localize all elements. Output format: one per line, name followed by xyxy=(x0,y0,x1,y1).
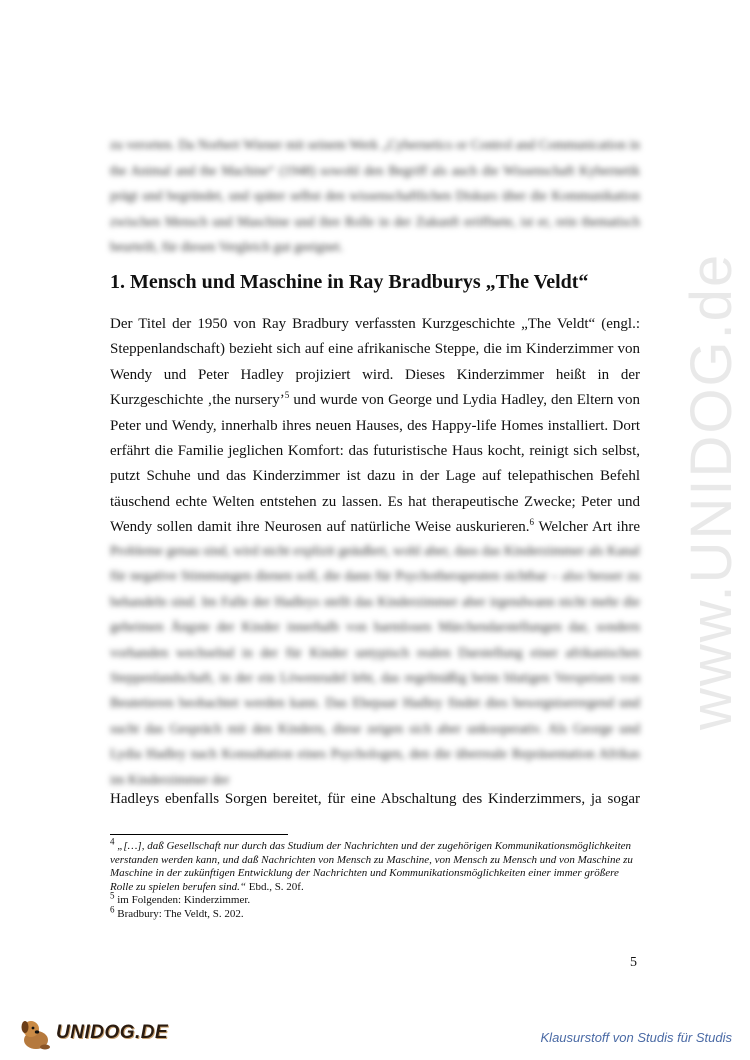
body-line: Steppenlandschaft) bezieht sich auf eine afrikanische Steppe, die im Kinderzimmer von xyxy=(110,341,640,358)
footnote-marker: 6 xyxy=(110,903,115,914)
footnotes xyxy=(110,836,640,921)
body-line-part: Wendy sollen damit ihre Neurosen auf natürliche Weise auskurieren. xyxy=(110,519,530,536)
body-line: Hadleys ebenfalls Sorgen bereitet, für eine Abschaltung des Kinderzimmers, ja sogar xyxy=(110,791,640,807)
footnote-marker: 5 xyxy=(110,890,115,901)
body-line: erfährt die Familie jeglichen Komfort: das futuristische Haus kocht, reinigt sich selbst, xyxy=(110,443,640,460)
body-line: Peter und Wendy, innerhalb ihres neuen Hauses, des Happy-life Homes installiert. Dort xyxy=(110,417,640,434)
body-line-part: und wurde von George und Lydia Hadley, den Eltern von xyxy=(289,392,641,409)
body-line xyxy=(110,388,640,413)
footnote-marker: 6 xyxy=(529,517,535,528)
footnote-divider xyxy=(110,834,288,835)
footnote-quote: „[…], daß Gesellschaft nur durch das Studium der Nachrichten und der zugehörigen Kommunikationsmöglichkeiten verstanden werden kann, und daß Nachrichten von Mensch zu Maschine, von Mensch zu Mensch und von Maschine zu Maschine in der zukünftigen Entwicklung der Nachrichten und Kommunikationsmöglichkeiten einer immer größere Rolle zu spielen berufen sind.“ xyxy=(110,840,633,893)
footnote-5 xyxy=(110,890,640,908)
footnote-6 xyxy=(110,903,640,922)
body-line xyxy=(110,515,640,540)
logo-text: UNIDOG.DE xyxy=(56,1022,169,1043)
blurred-body-paragraph: Probleme genau sind, wird nicht explizit geäußert, wohl aber, dass das Kinderzimmer als Kanal für negative Stimmungen dienen soll, die dann für Psychotherapeuten sichtbar – also besser zu behandeln sind. Im Falle der Hadleys stellt das Kinderzimmer aber irgendwann nicht mehr die geheimen Ängste der Kinder innerhalb von harmlosen Märchendarstellungen dar, sondern vorhanden wechselnd in der für Kinder untypisch realen Darstellung einer afrikanischen Steppenlandschaft, in der ein Löwenrudel lebt, das regelmäßig beim blutigen Verspeisen von Beutetieren beobachtet werden kann. Das Ehepaar Hadley findet dies besorgniserregend und sucht das Gespräch mit den Kindern, diese zeigen sich aber unkooperativ. Als George und Lydia Hadley nach Konsultation eines Psychologen, den die überreale Repräsentation Afrikas im Kinderzimmer der xyxy=(110,543,640,787)
dog-icon xyxy=(18,1018,54,1052)
watermark: www.UNIDOG.de xyxy=(679,252,744,730)
body-line: putzt Schuhe und das Kinderzimmer ist dazu in der Lage auf telepathischen Befehl xyxy=(110,468,640,485)
footnote-text: Bradbury: The Veldt, S. 202. xyxy=(117,907,244,920)
footnote-text: im Folgenden: Kinderzimmer. xyxy=(117,894,251,906)
body-line: Wendy und Peter Hadley projiziert wird. Dieses Kinderzimmer heißt in der xyxy=(110,366,640,383)
footnote-marker: 4 xyxy=(110,836,115,847)
body-line: Der Titel der 1950 von Ray Bradbury verfassten Kurzgeschichte „The Veldt“ (engl.: xyxy=(110,316,640,332)
body-line-part: Kurzgeschichte ‚the nursery’ xyxy=(110,392,285,409)
page-number: 5 xyxy=(630,955,637,970)
footnote-4 xyxy=(110,836,640,894)
unidog-logo[interactable] xyxy=(18,1018,178,1052)
footnote-source: Ebd., S. 20f. xyxy=(245,880,304,893)
section-heading: 1. Mensch und Maschine in Ray Bradburys „The Veldt“ xyxy=(110,271,589,293)
blurred-intro-paragraph: zu verorten. Da Norbert Wiener mit seinem Werk „Cybernetics or Control and Communication in the Animal and the Machine“ (1948) sowohl den Begriff als auch die Wissenschaft Kybernetik prägt und begründet, und später selbst den wissenschaftlichen Diskurs über die Kommunikation zwischen Mensch und Maschine und ihre Rolle in der Zukunft eröffnete, ist er, rein thematisch beurteilt, für diesen Vergleich gut geeignet. xyxy=(110,137,640,254)
body-text xyxy=(110,312,640,541)
footnote-marker: 5 xyxy=(284,390,290,401)
body-line: täuschend echte Welten entstehen zu lassen. Es hat therapeutische Zwecke; Peter und xyxy=(110,493,640,510)
footer-tagline: Klausurstoff von Studis für Studis xyxy=(540,1030,732,1045)
body-line-part: Welcher Art ihre xyxy=(534,519,640,536)
